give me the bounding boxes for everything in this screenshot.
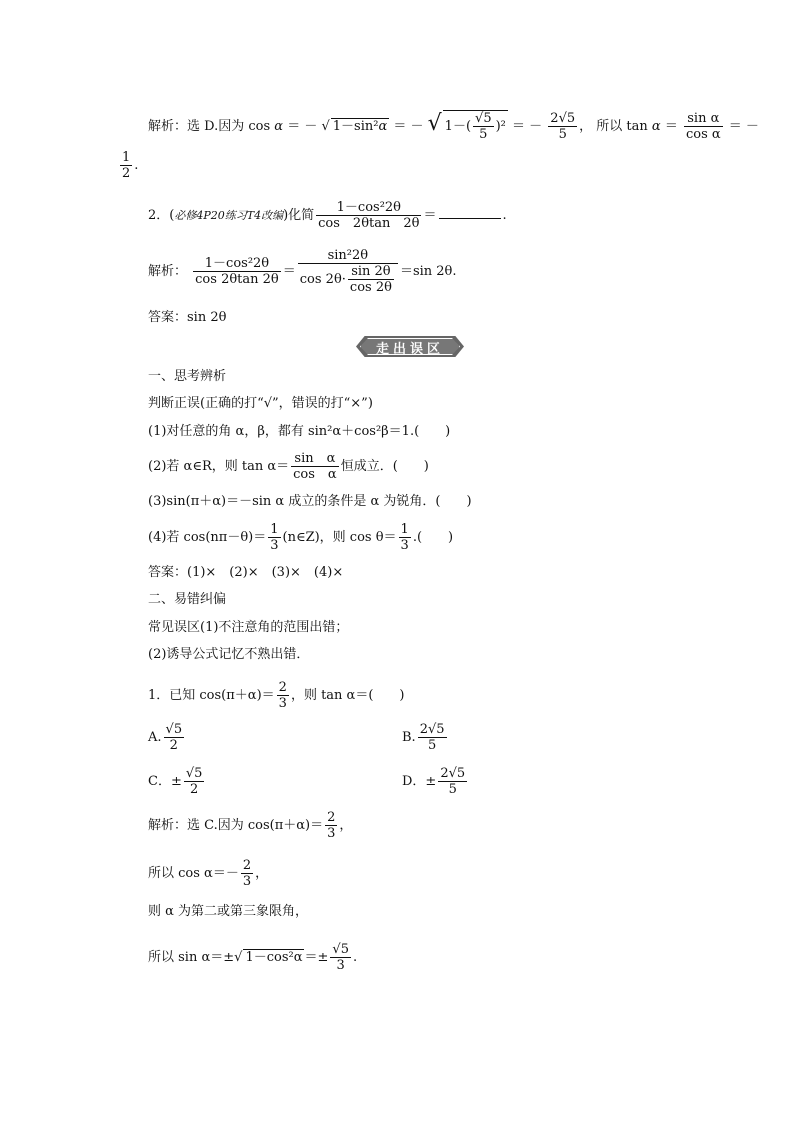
mc-solution-1: 解析：选 C.因为 cos(π＋α)＝ $\frac{2}{3}$ ， [148, 810, 353, 841]
option-a: A. $\frac{√5}{2}$ [148, 722, 183, 753]
section-1-title: 一、思考辨析 [148, 369, 227, 384]
option-d: D．± $\frac{2√5}{5}$ [402, 766, 466, 797]
option-b: B. $\frac{2√5}{5}$ [402, 722, 445, 753]
answer-2: 答案：sin 2θ [148, 310, 227, 325]
judge-item-4: (4)若 cos(nπ－θ)＝ $\frac{1}{3}$ (n∈Z)，则 cos θ＝ $\frac{1}{3}$ .( ) [148, 522, 454, 553]
section-banner [356, 336, 464, 357]
question-2-fraction: $\frac{\text{1－cos²2θ}}{\cos 2\theta\tan 2\theta}$ [318, 200, 420, 231]
section-2-title: 二、易错纠偏 [148, 592, 227, 607]
option-c: C．± $\frac{√5}{2}$ [148, 766, 203, 797]
fraction-sin-over-cos: $\frac{\text{sin α}}{\text{cos α}}$ [685, 111, 721, 142]
judge-answer: 答案：(1)× (2)× (3)× (4)× [148, 565, 344, 580]
question-2: 2．(必修4P20练习T4改编)化简 $\frac{\text{1－cos²2θ}}{\cos 2\theta\tan 2\theta}$ ＝ . [148, 200, 507, 231]
source-note: 必修4P20练习T4改编 [174, 209, 284, 222]
mistake-2: (2)诱导公式记忆不熟出错． [148, 647, 310, 662]
solution-line-1: 解析：选 D.因为 cos α ＝ － √ 1－sin²α ＝ － √ 1－( $\frac{√5}{5}$ )² ＝ － $\frac{2√5}{5}$ ， 所以 tan α ＝ $\frac{\text{sin α}}{\text{cos α}}$ ＝ － [148, 111, 759, 142]
answer-blank [439, 206, 501, 219]
solution-2: 解析： $\frac{\text{1－cos²2θ}}{\cos 2\theta\tan 2\theta}$ ＝ sin²2θ cos 2θ· $\frac{\sin 2\theta}{\cos 2\theta}$ ＝sin 2θ. [148, 248, 457, 295]
mc-question-1: 1．已知 cos(π＋α)＝ $\frac{2}{3}$ ，则 tan α＝( ) [148, 680, 405, 711]
judge-intro: 判断正误(正确的打“√”，错误的打“×”) [148, 396, 373, 411]
mistake-1: 常见误区(1)不注意角的范围出错； [148, 620, 349, 635]
judge-item-1: (1)对任意的角 α，β，都有 sin²α＋cos²β＝1.( ) [148, 424, 451, 439]
mc-solution-2: 所以 cos α＝－ $\frac{2}{3}$ ， [148, 858, 269, 889]
judge-item-3: (3)sin(π＋α)＝－sin α 成立的条件是 α 为锐角．( ) [148, 494, 472, 509]
judge-item-2: (2)若 α∈R，则 tan α＝ $\frac{\text{sin α}}{\text{cos α}}$ 恒成立．( ) [148, 451, 429, 482]
solution-label: 解析：选 D.因为 cos [148, 119, 271, 134]
banner-text: 走出误区 [375, 342, 444, 357]
fraction-2root5-over-5: $\frac{2√5}{5}$ [550, 111, 576, 142]
solution-line-1-tail: $\frac{1}{2}$ . [122, 150, 139, 181]
mc-solution-4: 所以 sin α＝±√ 1－cos²α ＝± $\frac{√5}{3}$ . [148, 942, 358, 973]
mc-solution-3: 则 α 为第二或第三象限角， [148, 904, 309, 919]
